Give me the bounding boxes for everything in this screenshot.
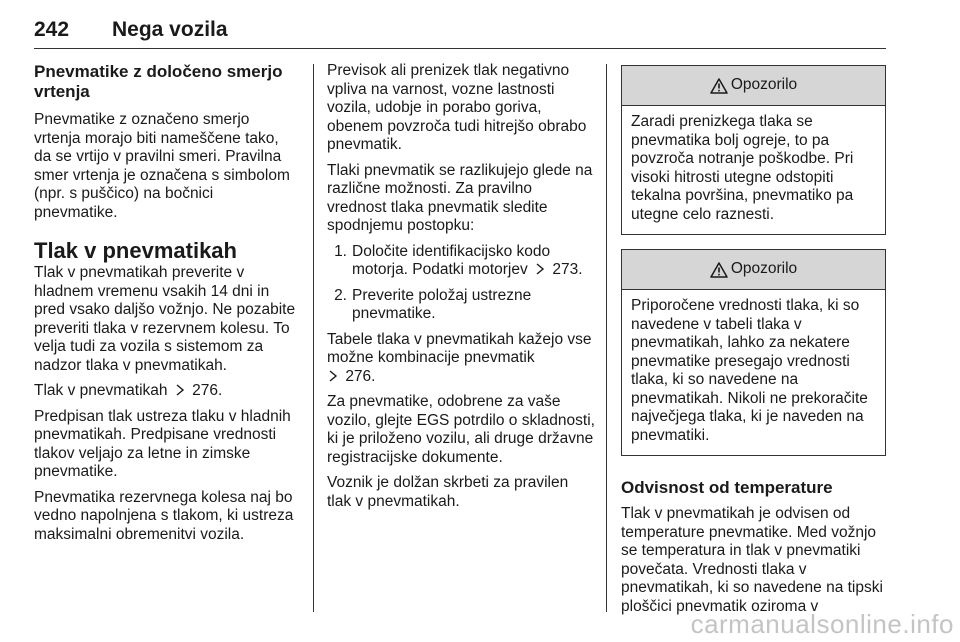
heading-directional-tyres: Pnevmatike z določeno smerjo vrtenja [34,62,283,101]
paragraph-over-under-pressure: Previsok ali prenizek tlak negativno vpliva na varnost, vozne lastnosti vozila, udobje in porabo goriva, obenem povzroča tudi hitrejšo obrabo pnevmatik. [327,62,587,153]
paragraph-pressure-reference [34,382,300,401]
header-divider [34,48,886,49]
warning-text: Zaradi prenizkega tlaka se pnevmatika bolj ogreje, to pa povzroča notranje poškodbe. Pri visoki hitrosti utegne odstopiti tekalna površina, pnevmatiko pa utegne celo raznesti. [631,113,854,223]
paragraph-driver-responsibility: Voznik je dolžan skrbeti za pravilen tlak v pnevmatikah. [327,474,569,510]
heading-temperature: Odvisnost od temperature [621,478,833,497]
warning-title: Opozorilo [730,260,798,278]
column-divider-1 [313,64,314,612]
warning-triangle-icon [710,262,728,278]
paragraph-check-pressure: Tlak v pnevmatikah preverite v hladnem vremenu vsakih 14 dni in pred vsako daljšo vožnjo. Ne pozabite preveriti tlaka v rezervnem kolesu. To velja tudi za vozila s sistemom za nadzor tlaka v pnevmatikah. [34,264,296,374]
column-1 [34,62,300,551]
page-header [34,8,886,52]
warning-text: Priporočene vrednosti tlaka, ki so navedene v tabeli tlaka v pnevmatikah, lahko za nekatere pnevmatike presegajo vrednosti tlaka, ki so navedene na pnevmatikah. Nikoli ne prekoračite največjega tlaka, ki je naveden na pnevmatiki. [631,297,868,444]
page-number: 242 [34,18,70,41]
list-item: 1. Določite identifikacijsko kodo motorja. Podatki motorjev 273. [334,242,583,278]
arrow-right-icon [327,370,339,382]
column-2 [327,62,595,518]
warning-box-low-pressure [621,65,886,235]
paragraph-directional: Pnevmatike z označeno smerjo vrtenja morajo biti nameščene tako, da se vrtijo v pravilni smeri. Pravilna smer vrtenja je označena s simbolom (npr. s puščico) na bočnici pnevmatike. [34,111,290,221]
reference-page-link[interactable]: 276. [192,382,223,399]
paragraph-temperature: Tlak v pnevmatikah je odvisen od temperature pnevmatike. Med vožnjo se temperatura in tlak v pnevmatiki povečata. Vrednosti tlaka v pnevmatikah, ki so navedene na tipski ploščici pnevmatik oziroma v [621,505,883,615]
reference-page-link[interactable]: 273. [552,261,583,278]
heading-tyre-pressure: Tlak v pnevmatikah [34,238,237,263]
warning-header [622,250,885,290]
warning-title: Opozorilo [730,76,798,94]
watermark: carmanualsonline.info [690,609,954,639]
column-3 [621,62,886,623]
list-item: 2. Preverite položaj ustrezne pnevmatike. [334,286,532,322]
paragraph-prescribed-pressure: Predpisan tlak ustreza tlaku v hladnih pnevmatikah. Predpisane vrednosti tlakov veljajo za letne in zimske pnevmatike. [34,407,291,480]
reference-page-link[interactable]: 276. [345,367,376,385]
arrow-right-icon [174,384,186,396]
paragraph-egs-certificate: Za pnevmatike, odobrene za vaše vozilo, glejte EGS potrdilo o skladnosti, ki je priloženo vozilu, ali druge državne registracijske dokumente. [327,393,595,466]
procedure-list [327,243,595,324]
reference-text: Tlak v pnevmatikah [34,382,168,399]
chapter-title: Nega vozila [112,18,228,41]
paragraph-spare-wheel: Pnevmatika rezervnega kolesa naj bo vedno napolnjena s tlakom, ki ustreza maksimalni obremenitvi vozila. [34,488,294,543]
paragraph-pressure-tables: Tabele tlaka v pnevmatikah kažejo vse možne kombinacije pnevmatik 276. [327,330,592,385]
warning-header [622,66,885,106]
warning-triangle-icon [710,78,728,94]
paragraph-pressure-differs: Tlaki pnevmatik se razlikujejo glede na različne možnosti. Za pravilno vrednost tlaka pnevmatik sledite spodnjemu postopku: [327,161,593,234]
arrow-right-icon [534,263,546,275]
warning-box-recommended-pressure [621,249,886,456]
column-divider-2 [606,64,607,612]
step-text: Preverite položaj ustrezne pnevmatike. [352,286,532,322]
step-text: Določite identifikacijsko kodo motorja. Podatki motorjev [352,242,551,278]
